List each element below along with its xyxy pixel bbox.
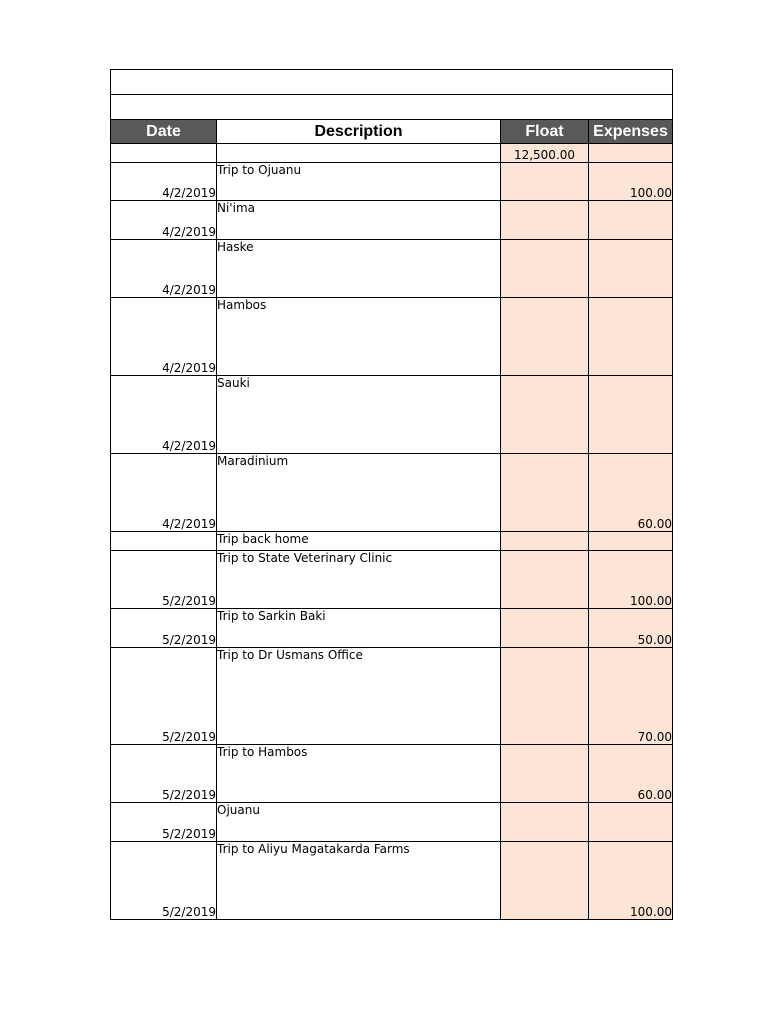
- expenses-cell[interactable]: [589, 201, 673, 240]
- date-cell[interactable]: 4/2/2019: [111, 298, 217, 376]
- description-cell[interactable]: Trip to Aliyu Magatakarda Farms: [217, 842, 501, 920]
- float-cell[interactable]: [501, 298, 589, 376]
- ledger-row: [111, 532, 673, 551]
- description-cell[interactable]: Haske: [217, 240, 501, 298]
- ledger-row: [111, 201, 673, 240]
- subtitle-cell[interactable]: [111, 95, 673, 120]
- ledger-row: [111, 609, 673, 648]
- date-cell[interactable]: [111, 144, 217, 163]
- description-cell[interactable]: Maradinium: [217, 454, 501, 532]
- float-cell[interactable]: [501, 532, 589, 551]
- date-cell[interactable]: 5/2/2019: [111, 609, 217, 648]
- expenses-cell[interactable]: [589, 298, 673, 376]
- float-cell[interactable]: [501, 803, 589, 842]
- description-cell[interactable]: Sauki: [217, 376, 501, 454]
- date-cell[interactable]: 5/2/2019: [111, 648, 217, 745]
- header-row: [111, 120, 673, 144]
- expenses-cell[interactable]: 50.00: [589, 609, 673, 648]
- float-cell[interactable]: [501, 454, 589, 532]
- expenses-cell[interactable]: [589, 532, 673, 551]
- float-cell[interactable]: [501, 163, 589, 201]
- expenses-cell[interactable]: 60.00: [589, 454, 673, 532]
- float-cell[interactable]: [501, 745, 589, 803]
- float-column-header[interactable]: Float: [501, 120, 589, 144]
- ledger-row: [111, 842, 673, 920]
- expense-sheet: [110, 69, 673, 920]
- ledger-row: [111, 551, 673, 609]
- subtitle-row: [111, 95, 673, 120]
- title-cell[interactable]: [111, 70, 673, 95]
- float-cell[interactable]: [501, 240, 589, 298]
- float-cell[interactable]: [501, 201, 589, 240]
- expenses-cell[interactable]: 60.00: [589, 745, 673, 803]
- ledger-row: [111, 454, 673, 532]
- sheet-body: [111, 70, 673, 920]
- expenses-cell[interactable]: 100.00: [589, 163, 673, 201]
- description-cell[interactable]: Trip to State Veterinary Clinic: [217, 551, 501, 609]
- float-cell[interactable]: [501, 376, 589, 454]
- date-cell[interactable]: [111, 532, 217, 551]
- description-cell[interactable]: Trip to Dr Usmans Office: [217, 648, 501, 745]
- opening-float-cell[interactable]: 12,500.00: [501, 144, 589, 163]
- date-cell[interactable]: 5/2/2019: [111, 551, 217, 609]
- date-cell[interactable]: 5/2/2019: [111, 803, 217, 842]
- ledger-row: [111, 376, 673, 454]
- description-cell[interactable]: Trip to Ojuanu: [217, 163, 501, 201]
- float-cell[interactable]: [501, 648, 589, 745]
- title-row: [111, 70, 673, 95]
- date-cell[interactable]: 4/2/2019: [111, 454, 217, 532]
- description-cell[interactable]: Trip to Hambos: [217, 745, 501, 803]
- date-cell[interactable]: 4/2/2019: [111, 201, 217, 240]
- ledger-row: [111, 163, 673, 201]
- expenses-cell[interactable]: [589, 803, 673, 842]
- date-cell[interactable]: 4/2/2019: [111, 163, 217, 201]
- description-cell[interactable]: Ojuanu: [217, 803, 501, 842]
- opening-float-row: [111, 144, 673, 163]
- description-cell[interactable]: Trip to Sarkin Baki: [217, 609, 501, 648]
- date-cell[interactable]: 4/2/2019: [111, 240, 217, 298]
- expenses-cell[interactable]: [589, 376, 673, 454]
- description-column-header[interactable]: Description: [217, 120, 501, 144]
- description-cell[interactable]: [217, 144, 501, 163]
- float-cell[interactable]: [501, 551, 589, 609]
- description-cell[interactable]: Trip back home: [217, 532, 501, 551]
- expenses-column-header[interactable]: Expenses: [589, 120, 673, 144]
- ledger-row: [111, 648, 673, 745]
- expenses-cell[interactable]: 100.00: [589, 551, 673, 609]
- ledger-row: [111, 240, 673, 298]
- float-cell[interactable]: [501, 609, 589, 648]
- expenses-cell[interactable]: [589, 240, 673, 298]
- date-column-header[interactable]: Date: [111, 120, 217, 144]
- float-cell[interactable]: [501, 842, 589, 920]
- ledger-row: [111, 803, 673, 842]
- ledger-row: [111, 745, 673, 803]
- expenses-cell[interactable]: 100.00: [589, 842, 673, 920]
- ledger-row: [111, 298, 673, 376]
- date-cell[interactable]: 5/2/2019: [111, 842, 217, 920]
- description-cell[interactable]: Ni'ima: [217, 201, 501, 240]
- date-cell[interactable]: 4/2/2019: [111, 376, 217, 454]
- date-cell[interactable]: 5/2/2019: [111, 745, 217, 803]
- expenses-cell[interactable]: [589, 144, 673, 163]
- expenses-cell[interactable]: 70.00: [589, 648, 673, 745]
- description-cell[interactable]: Hambos: [217, 298, 501, 376]
